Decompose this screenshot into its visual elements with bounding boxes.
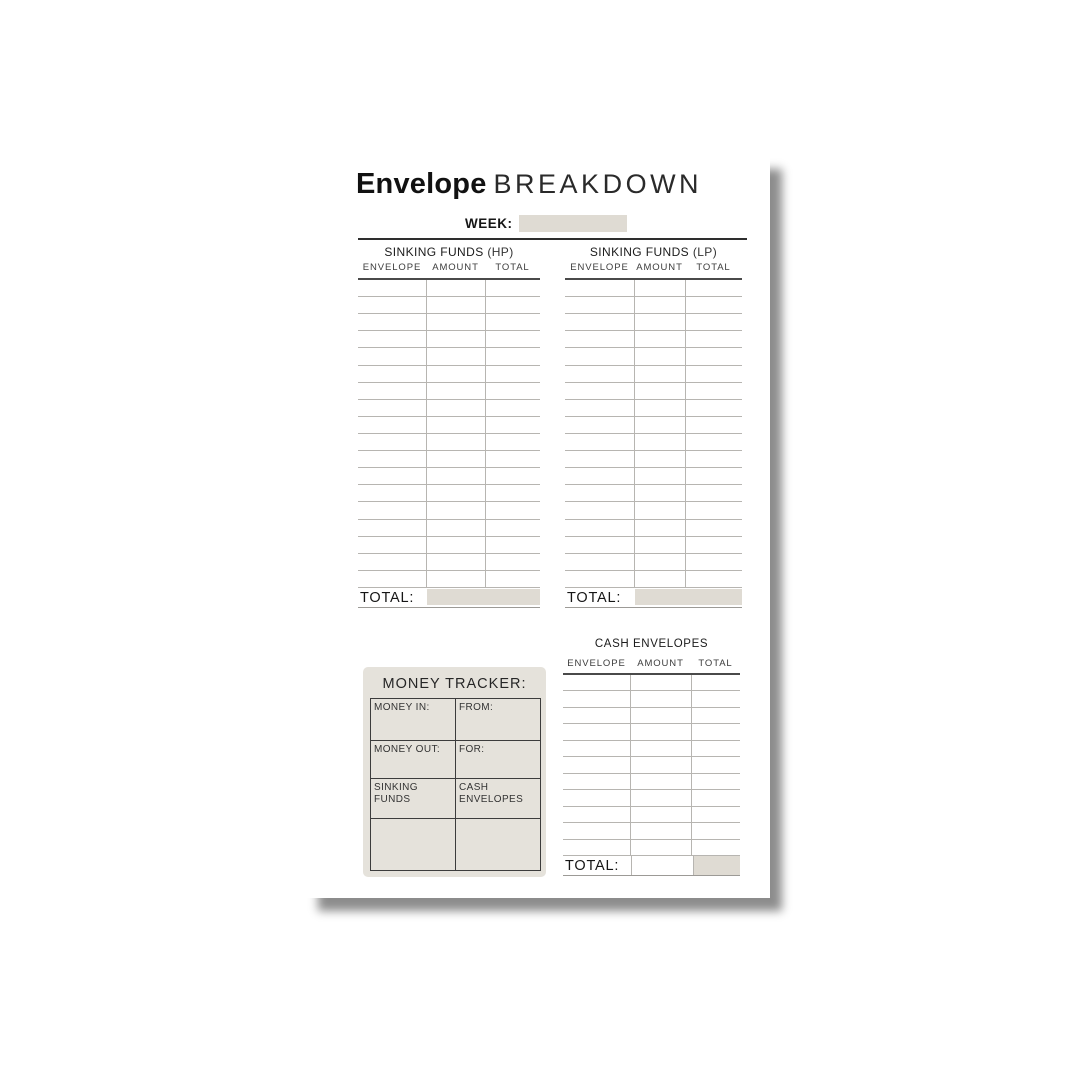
- column-divider: [485, 280, 486, 588]
- tracker-cell-money-out[interactable]: MONEY OUT:: [371, 741, 456, 779]
- table-row[interactable]: [563, 823, 740, 839]
- table-row[interactable]: [358, 434, 540, 451]
- table-row[interactable]: [358, 417, 540, 434]
- column-divider: [685, 280, 686, 588]
- table-body: [358, 280, 540, 588]
- column-header-amount: AMOUNT: [637, 658, 684, 669]
- total-row: [563, 856, 740, 876]
- table-row[interactable]: [563, 757, 740, 773]
- total-amount-cell[interactable]: [631, 856, 694, 875]
- worksheet-page: [300, 150, 770, 898]
- tracker-cell-for[interactable]: FOR:: [456, 741, 540, 779]
- sinking-funds-hp-table: [358, 262, 540, 608]
- table-row[interactable]: [565, 417, 742, 434]
- table-row[interactable]: [358, 297, 540, 314]
- table-row[interactable]: [565, 400, 742, 417]
- column-header-total: TOTAL: [696, 262, 731, 273]
- table-row[interactable]: [565, 383, 742, 400]
- title-primary: Envelope: [356, 168, 487, 200]
- header-divider: [358, 238, 747, 240]
- column-header-amount: AMOUNT: [636, 262, 683, 273]
- total-label: TOTAL:: [567, 589, 622, 606]
- column-headers: [565, 262, 742, 278]
- table-row[interactable]: [563, 840, 740, 856]
- table-row[interactable]: [358, 468, 540, 485]
- table-row[interactable]: [565, 366, 742, 383]
- table-row[interactable]: [358, 554, 540, 571]
- table-row[interactable]: [563, 774, 740, 790]
- table-row[interactable]: [358, 400, 540, 417]
- total-row: [565, 588, 742, 608]
- table-row[interactable]: [358, 571, 540, 588]
- table-row[interactable]: [358, 280, 540, 297]
- table-row[interactable]: [565, 314, 742, 331]
- column-divider: [426, 280, 427, 588]
- table-row[interactable]: [565, 348, 742, 365]
- table-row[interactable]: [358, 485, 540, 502]
- tracker-cell-money-in[interactable]: MONEY IN:: [371, 699, 456, 741]
- cash-envelopes-table: [563, 658, 740, 876]
- column-header-envelope: ENVELOPE: [570, 262, 629, 273]
- table-row[interactable]: [358, 348, 540, 365]
- section-title-text: SINKING FUNDS: [589, 245, 690, 259]
- table-row[interactable]: [565, 434, 742, 451]
- table-row[interactable]: [563, 724, 740, 740]
- tracker-cell-empty[interactable]: [371, 819, 456, 870]
- total-field[interactable]: [635, 589, 742, 605]
- table-row[interactable]: [358, 502, 540, 519]
- table-row[interactable]: [565, 297, 742, 314]
- table-row[interactable]: [565, 502, 742, 519]
- total-label: TOTAL:: [360, 589, 415, 606]
- column-headers: [358, 262, 540, 278]
- column-header-envelope: ENVELOPE: [362, 262, 422, 273]
- table-row[interactable]: [358, 331, 540, 348]
- column-headers: [563, 658, 740, 673]
- table-row[interactable]: [565, 571, 742, 588]
- table-row[interactable]: [358, 537, 540, 554]
- table-row[interactable]: [563, 675, 740, 691]
- table-row[interactable]: [565, 280, 742, 297]
- table-row[interactable]: [563, 790, 740, 806]
- column-header-amount: AMOUNT: [432, 262, 479, 273]
- sinking-funds-lp-table: [565, 262, 742, 608]
- table-row[interactable]: [565, 468, 742, 485]
- total-row: [358, 588, 540, 608]
- table-row[interactable]: [563, 708, 740, 724]
- tracker-cell-from[interactable]: FROM:: [456, 699, 540, 741]
- cash-envelopes-title: CASH ENVELOPES: [594, 638, 709, 650]
- page-title: [356, 168, 702, 201]
- tracker-cell-sinking-funds[interactable]: SINKING FUNDS: [371, 779, 456, 819]
- column-header-envelope: ENVELOPE: [567, 658, 626, 669]
- section-title-tag: (LP): [692, 245, 718, 259]
- column-header-total: TOTAL: [495, 262, 530, 273]
- table-row[interactable]: [358, 314, 540, 331]
- sinking-funds-lp-title: [565, 245, 742, 259]
- total-field[interactable]: [694, 856, 740, 875]
- table-row[interactable]: [563, 741, 740, 757]
- column-divider: [691, 675, 692, 856]
- table-row[interactable]: [565, 554, 742, 571]
- week-row: [465, 215, 627, 232]
- week-label: WEEK:: [465, 216, 513, 231]
- table-row[interactable]: [563, 691, 740, 707]
- table-row[interactable]: [565, 520, 742, 537]
- table-body: [565, 280, 742, 588]
- money-tracker-grid: [370, 698, 541, 871]
- sinking-funds-hp-title: [358, 245, 540, 259]
- money-tracker-panel: [363, 667, 546, 877]
- tracker-cell-cash-envelopes[interactable]: CASH ENVELOPES: [456, 779, 540, 819]
- table-row[interactable]: [565, 331, 742, 348]
- section-title-text: SINKING FUNDS: [384, 245, 484, 259]
- table-row[interactable]: [563, 807, 740, 823]
- column-header-total: TOTAL: [698, 658, 733, 669]
- column-divider: [634, 280, 635, 588]
- table-row[interactable]: [565, 485, 742, 502]
- table-row[interactable]: [565, 537, 742, 554]
- section-title-tag: (HP): [487, 245, 514, 259]
- total-field[interactable]: [427, 589, 540, 605]
- week-field[interactable]: [519, 215, 627, 232]
- table-row[interactable]: [565, 451, 742, 468]
- tracker-cell-empty[interactable]: [456, 819, 540, 870]
- table-row[interactable]: [358, 451, 540, 468]
- table-row[interactable]: [358, 383, 540, 400]
- table-row[interactable]: [358, 520, 540, 537]
- total-label: TOTAL:: [565, 857, 620, 874]
- title-secondary: BREAKDOWN: [493, 169, 703, 199]
- table-body: [563, 675, 740, 856]
- table-row[interactable]: [358, 366, 540, 383]
- money-tracker-title: MONEY TRACKER:: [382, 676, 527, 692]
- column-divider: [630, 675, 631, 856]
